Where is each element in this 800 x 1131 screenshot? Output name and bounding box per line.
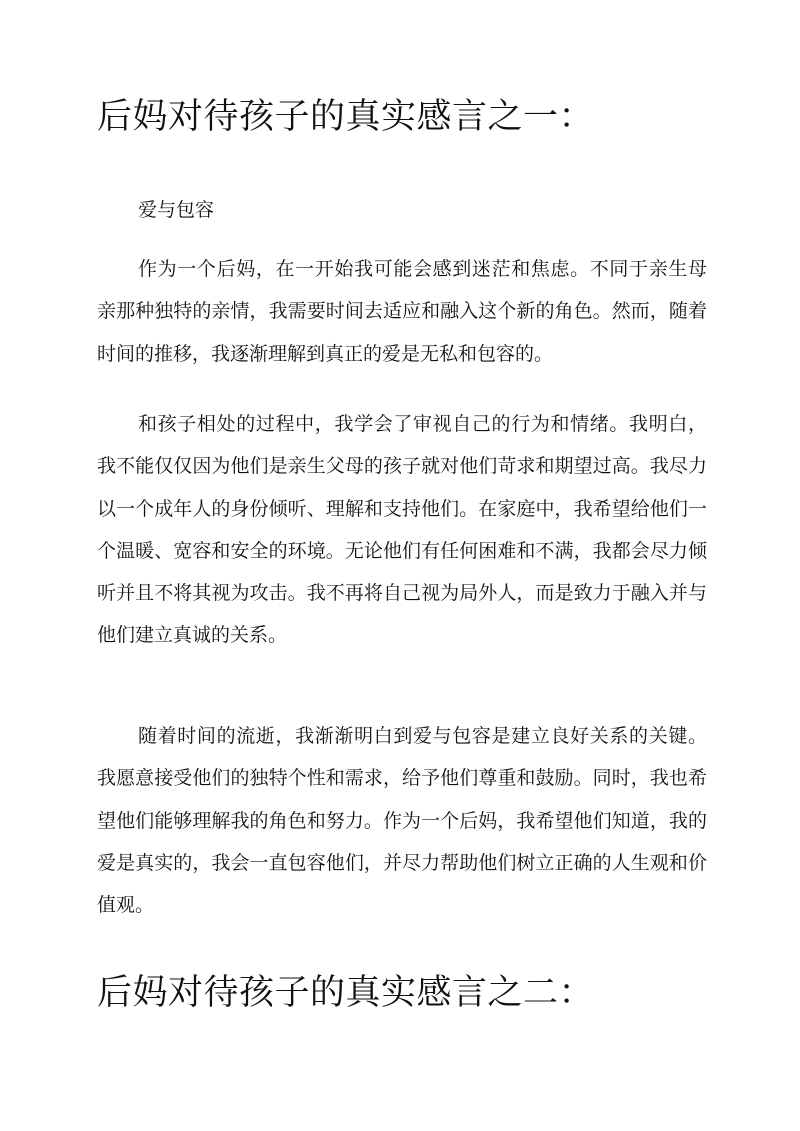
paragraph-3: 随着时间的流逝，我渐渐明白到爱与包容是建立良好关系的关键。我愿意接受他们的独特个性和需求，给予他们尊重和鼓励。同时，我也希望他们能够理解我的角色和努力。作为一个后妈，我希望他们知道，我的爱是真实的，我会一直包容他们，并尽力帮助他们树立正确的人生观和价值观。: [97, 725, 707, 917]
section-heading-2: 后妈对待孩子的真实感言之二：: [97, 973, 595, 1013]
section-heading-1: 后妈对待孩子的真实感言之一：: [97, 97, 595, 137]
paragraph-2: 和孩子相处的过程中，我学会了审视自己的行为和情绪。我明白，我不能仅仅因为他们是亲生父母的孩子就对他们苛求和期望过高。我尽力以一个成年人的身份倾听、理解和支持他们。在家庭中，我希望给他们一个温暖、宽容和安全的环境。无论他们有任何困难和不满，我都会尽力倾听并且不将其视为攻击。我不再将自己视为局外人，而是致力于融入并与他们建立真诚的关系。: [97, 413, 707, 647]
section-subtitle: 爱与包容: [138, 199, 215, 221]
paragraph-1: 作为一个后妈，在一开始我可能会感到迷茫和焦虑。不同于亲生母亲那种独特的亲情，我需要时间去适应和融入这个新的角色。然而，随着时间的推移，我逐渐理解到真正的爱是无私和包容的。: [97, 258, 707, 365]
